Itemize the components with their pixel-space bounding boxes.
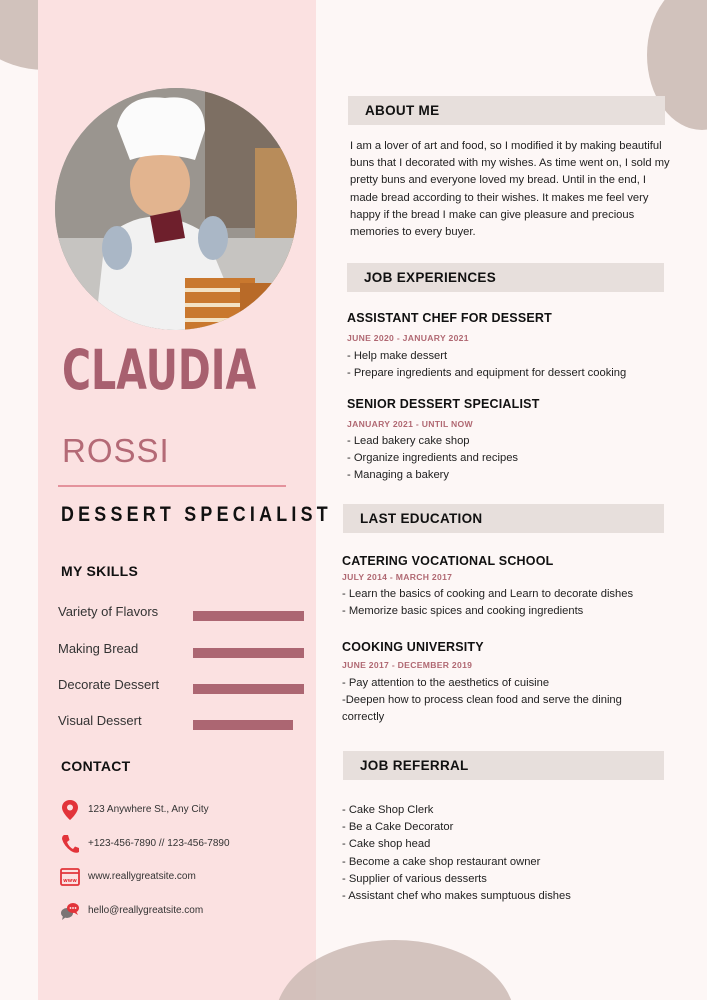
- contact-website: [60, 866, 300, 890]
- list-item: - Learn the basics of cooking and Learn to decorate dishes: [342, 588, 634, 600]
- education-heading-bar: [343, 504, 664, 533]
- phone-icon: [60, 833, 80, 855]
- contact-phone: [60, 833, 300, 857]
- skill-bar: [193, 648, 304, 658]
- list-item: - Cake shop head: [342, 838, 431, 851]
- referral-list: [342, 802, 662, 905]
- list-item: - Memorize basic spices and cooking ingredients: [342, 605, 584, 618]
- skill-name: Decorate Dessert: [58, 677, 160, 692]
- job-title-2: SENIOR DESSERT SPECIALIST: [347, 397, 540, 411]
- school-title-2: COOKING UNIVERSITY: [342, 640, 484, 654]
- list-item: - Prepare ingredients and equipment for dessert cooking: [347, 367, 627, 380]
- experience-heading: JOB EXPERIENCES: [364, 270, 497, 285]
- about-heading-bar: [348, 96, 665, 125]
- job-title: DESSERT SPECIALIST: [61, 503, 332, 526]
- list-item: - Cake Shop Clerk: [342, 804, 434, 816]
- school-title-1: CATERING VOCATIONAL SCHOOL: [342, 554, 554, 568]
- list-item: - Assistant chef who makes sumptuous dishes: [342, 890, 571, 903]
- skill-bar: [193, 611, 304, 621]
- list-item: - Become a cake shop restaurant owner: [342, 855, 541, 868]
- school-bullets-2: [342, 675, 667, 727]
- list-item: - Organize ingredients and recipes: [347, 452, 519, 465]
- website-icon: [60, 866, 80, 888]
- chat-bubble-icon: [60, 900, 80, 922]
- contact-address: [60, 799, 300, 823]
- about-text: I am a lover of art and food, so I modified it by making beautiful buns that I decorated with my wishes. As time went on, I sold my pretty buns and everyone loved my bread. Until in the end, I made bread according to their wishes. It makes me feel very happy if the bread I make can give pleasure and precious memories to every buyer.: [350, 140, 670, 239]
- education-heading: LAST EDUCATION: [360, 511, 483, 526]
- list-item: - Be a Cake Decorator: [342, 821, 454, 834]
- referral-heading: JOB REFERRAL: [360, 758, 469, 773]
- first-name: CLAUDIA: [62, 338, 257, 402]
- skill-bar: [193, 684, 304, 694]
- skill-name: Variety of Flavors: [58, 604, 159, 619]
- job-dates-1: JUNE 2020 - JANUARY 2021: [347, 333, 469, 343]
- email-text[interactable]: hello@reallygreatsite.com: [88, 905, 204, 916]
- skill-bar: [193, 720, 304, 730]
- list-item: - Help make dessert: [347, 350, 448, 362]
- skill-bar-fill: [193, 648, 304, 658]
- skill-bar-fill: [193, 611, 304, 621]
- job-bullets-2: [347, 433, 667, 485]
- contact-heading: CONTACT: [61, 758, 131, 774]
- svg-text:www: www: [63, 878, 77, 884]
- skill-item: [58, 641, 308, 661]
- skill-item: [58, 677, 308, 697]
- list-item: - Pay attention to the aesthetics of cuisine: [342, 677, 550, 689]
- address-text: 123 Anywhere St., Any City: [88, 804, 209, 815]
- skill-name: Visual Dessert: [58, 713, 142, 728]
- list-item: -Deepen how to process clean food and serve the dining correctly: [342, 694, 622, 724]
- job-bullets-1: [347, 348, 667, 382]
- list-item: - Supplier of various desserts: [342, 872, 487, 885]
- skill-item: [58, 713, 308, 733]
- referral-heading-bar: [343, 751, 664, 780]
- about-heading: ABOUT ME: [365, 103, 440, 118]
- school-dates-1: JULY 2014 - MARCH 2017: [342, 572, 453, 582]
- profile-photo: [55, 88, 297, 330]
- list-item: - Lead bakery cake shop: [347, 435, 470, 447]
- school-dates-2: JUNE 2017 - DECEMBER 2019: [342, 660, 473, 670]
- list-item: - Managing a bakery: [347, 469, 449, 482]
- website-text[interactable]: www.reallygreatsite.com: [88, 871, 196, 882]
- skills-heading: MY SKILLS: [61, 563, 139, 579]
- job-title-1: ASSISTANT CHEF FOR DESSERT: [347, 311, 552, 325]
- last-name: ROSSI: [62, 432, 170, 469]
- skill-item: [58, 604, 308, 624]
- location-pin-icon: [60, 799, 80, 821]
- skill-bar-fill: [193, 720, 293, 730]
- job-dates-2: JANUARY 2021 - UNTIL NOW: [347, 419, 473, 429]
- skill-bar-fill: [193, 684, 304, 694]
- skill-name: Making Bread: [58, 641, 139, 656]
- school-bullets-1: [342, 586, 672, 620]
- name-divider: [58, 485, 286, 487]
- experience-heading-bar: [347, 263, 664, 292]
- phone-text: +123-456-7890 // 123-456-7890: [88, 838, 230, 849]
- contact-email: [60, 900, 300, 924]
